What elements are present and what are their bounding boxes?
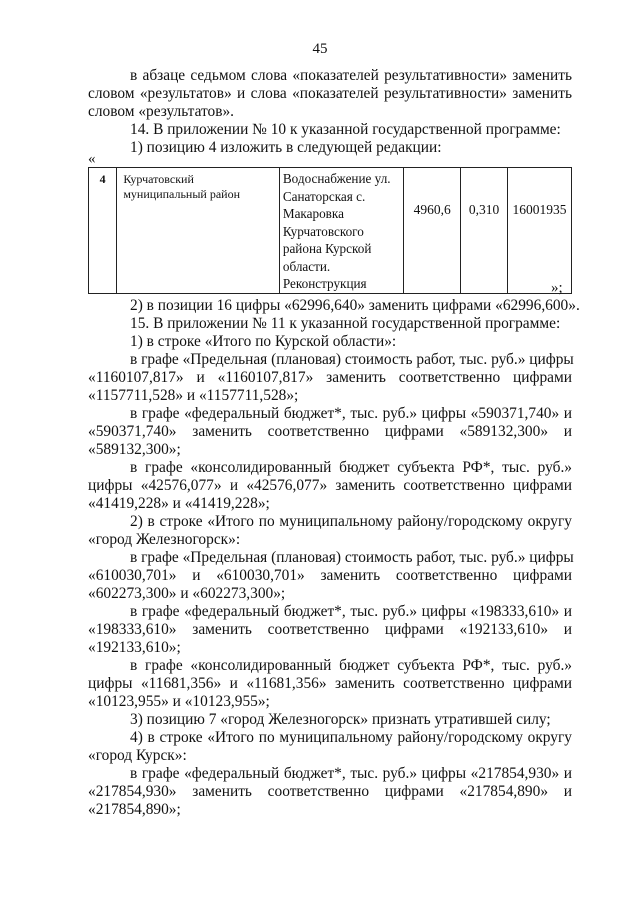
- paragraph-line: «1160107,817» и «1160107,817» заменить соответственно цифрами: [88, 369, 572, 386]
- table-cell-number: 4: [89, 168, 117, 294]
- paragraph-line: «602273,300» и «602273,300»;: [88, 585, 286, 602]
- object-line: Санаторская с.: [282, 188, 366, 204]
- paragraph-line: в графе «федеральный бюджет*, тыс. руб.» цифры «198333,610» и: [130, 603, 572, 620]
- paragraph-line: 3) позицию 7 «город Железногорск» признать утратившей силу;: [130, 711, 551, 728]
- page-number: 45: [312, 41, 328, 57]
- paragraph-line: в графе «федеральный бюджет*, тыс. руб.» цифры «217854,930» и: [130, 765, 572, 782]
- table-cell-object: [279, 168, 404, 294]
- table-cell-value: 4960,6: [404, 168, 461, 294]
- paragraph-line: «610030,701» и «610030,701» заменить соответственно цифрами: [88, 567, 572, 584]
- paragraph-line: словом «результатов» и слова «показателей результативности» заменить: [88, 85, 572, 102]
- object-line: Курчатовского: [282, 223, 364, 239]
- paragraph-line: «217854,930» заменить соответственно цифрами «217854,890» и: [88, 783, 572, 800]
- paragraph-line: в графе «федеральный бюджет*, тыс. руб.» цифры «590371,740» и: [130, 405, 572, 422]
- paragraph-line: 4) в строке «Итого по муниципальному району/городскому округу: [130, 729, 572, 746]
- paragraph-line: цифры «42576,077» и «42576,077» заменить соответственно цифрами: [88, 477, 572, 494]
- paragraph-line: 1) позицию 4 изложить в следующей редакции:: [130, 139, 442, 156]
- table-cell-value: 16001935: [508, 168, 572, 294]
- paragraph-line: 1) в строке «Итого по Курской области»:: [130, 333, 397, 350]
- paragraph-line: «10123,955» и «10123,955»;: [88, 693, 270, 710]
- paragraph-line: «192133,610»;: [88, 639, 181, 656]
- paragraph-line: 14. В приложении № 10 к указанной государственной программе:: [130, 121, 561, 138]
- object-line: района Курской: [282, 241, 372, 256]
- paragraph-line: в абзаце седьмом слова «показателей результативности» заменить: [130, 67, 572, 84]
- paragraph-line: цифры «11681,356» и «11681,356» заменить соответственно цифрами: [88, 675, 572, 692]
- paragraph-line: «город Железногорск»:: [88, 531, 241, 548]
- paragraph-line: «41419,228» и «41419,228»;: [88, 495, 270, 512]
- position-table: [88, 167, 572, 294]
- paragraph-line: 2) в позиции 16 цифры «62996,640» заменить цифрами «62996,600».: [130, 297, 580, 314]
- closing-quote: »;: [551, 280, 563, 296]
- paragraph-line: «589132,300»;: [88, 441, 181, 458]
- opening-quote: «: [88, 151, 96, 167]
- paragraph-line: в графе «консолидированный бюджет субъекта РФ*, тыс. руб.»: [130, 657, 572, 674]
- paragraph-line: в графе «консолидированный бюджет субъекта РФ*, тыс. руб.»: [130, 459, 572, 476]
- paragraph-line: в графе «Предельная (плановая) стоимость работ, тыс. руб.» цифры: [130, 549, 574, 566]
- table-cell-value: 0,310: [461, 168, 508, 294]
- paragraph-line: «1157711,528» и «1157711,528»;: [88, 387, 299, 404]
- paragraph-line: «город Курск»:: [88, 747, 187, 764]
- table-row: [89, 168, 572, 294]
- paragraph-line: словом «результатов».: [88, 103, 235, 120]
- paragraph-line: в графе «Предельная (плановая) стоимость работ, тыс. руб.» цифры: [130, 351, 574, 368]
- paragraph-line: 15. В приложении № 11 к указанной государственной программе:: [130, 315, 561, 332]
- object-line: области.: [282, 258, 331, 274]
- table-cell-area: Курчатовский муниципальный район: [117, 168, 280, 294]
- object-line: Реконструкция: [282, 276, 367, 291]
- paragraph-line: «590371,740» заменить соответственно цифрами «589132,300» и: [88, 423, 572, 440]
- paragraph-line: «198333,610» заменить соответственно цифрами «192133,610» и: [88, 621, 572, 638]
- object-line: Макаровка: [282, 206, 344, 221]
- object-line: Водоснабжение ул.: [282, 171, 391, 186]
- paragraph-line: «217854,890»;: [88, 801, 181, 818]
- paragraph-line: 2) в строке «Итого по муниципальному району/городскому округу: [130, 513, 572, 530]
